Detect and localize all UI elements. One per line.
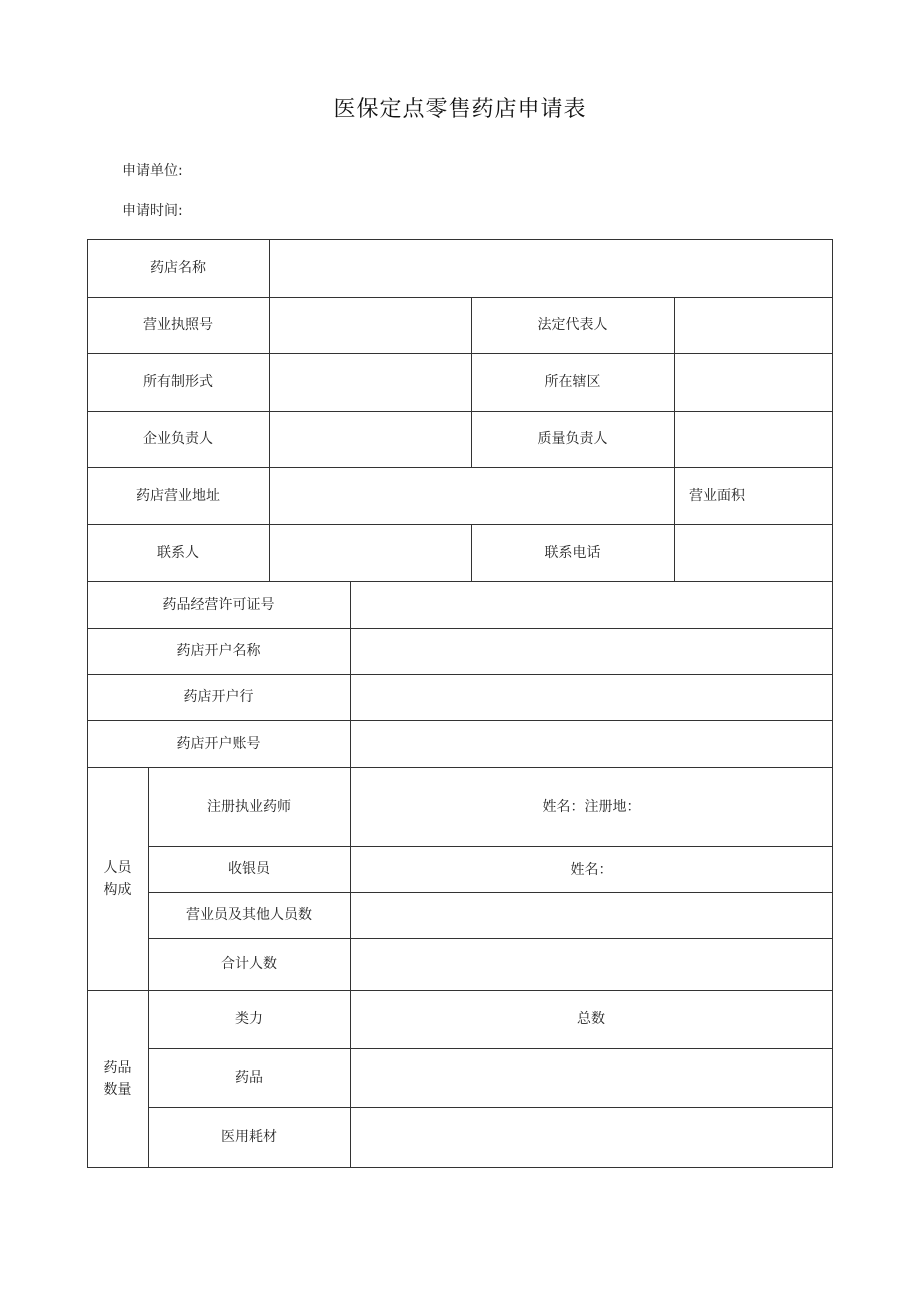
- input-enterprise-head[interactable]: [270, 412, 471, 467]
- input-drug-total[interactable]: [351, 1049, 832, 1107]
- label-total-staff: 合计人数: [221, 956, 277, 972]
- label-drug-quantity: [87, 990, 148, 1167]
- label-cashier: 收银员: [228, 861, 270, 877]
- header-total: 总数: [577, 1011, 605, 1027]
- header-category: 类力: [235, 1011, 263, 1027]
- label-other-staff-count: 营业员及其他人员数: [186, 907, 312, 923]
- label-drug-permit: 药品经营许可证号: [162, 596, 275, 613]
- label-account-name: 药店开户名称: [176, 643, 261, 659]
- label-enterprise-head: 企业负责人: [143, 431, 213, 447]
- label-contact-person: 联系人: [157, 544, 199, 561]
- input-contact-person[interactable]: [270, 525, 471, 581]
- input-cashier-name[interactable]: 姓名：: [570, 861, 613, 878]
- label-medical-consumables: 医用耗材: [221, 1129, 277, 1145]
- form-title: 医保定点零售药店申请表: [333, 97, 587, 122]
- label-contact-phone: 联系电话: [544, 544, 601, 561]
- staff-composition-text: 人员构成: [103, 859, 132, 898]
- input-total-staff[interactable]: [351, 939, 832, 990]
- label-store-address: 药店营业地址: [136, 487, 220, 504]
- label-district: 所在辖区: [544, 374, 601, 390]
- label-bank: 药店开户行: [183, 689, 254, 705]
- application-time-label: 申请时间:: [122, 203, 183, 219]
- input-other-staff-count[interactable]: [351, 893, 832, 938]
- input-ownership-form[interactable]: [270, 354, 471, 411]
- applicant-unit-label: 申请单位:: [122, 163, 183, 179]
- label-business-license: 营业执照号: [143, 317, 213, 333]
- drug-quantity-text: 药品数量: [103, 1059, 132, 1098]
- label-business-area: 营业面积: [689, 487, 745, 504]
- label-store-name: 药店名称: [150, 260, 206, 276]
- input-store-name[interactable]: [270, 240, 832, 297]
- label-staff-composition: [87, 767, 148, 990]
- input-account-name[interactable]: [351, 629, 832, 674]
- input-quality-head[interactable]: [675, 412, 832, 467]
- input-contact-phone[interactable]: [675, 525, 832, 581]
- table-border-right: [832, 239, 833, 1168]
- input-business-license[interactable]: [270, 298, 471, 353]
- label-licensed-pharmacist: 注册执业药师: [207, 798, 291, 815]
- input-account-number[interactable]: [351, 721, 832, 767]
- input-consumables-total[interactable]: [351, 1108, 832, 1167]
- input-pharmacist-info[interactable]: 姓名：注册地：: [542, 799, 641, 815]
- input-store-address[interactable]: [270, 468, 674, 524]
- input-bank[interactable]: [351, 675, 832, 720]
- label-account-number: 药店开户账号: [176, 735, 261, 752]
- label-drugs: 药品: [235, 1069, 263, 1086]
- label-legal-representative: 法定代表人: [537, 317, 608, 333]
- input-district[interactable]: [675, 354, 832, 411]
- label-ownership-form: 所有制形式: [143, 374, 213, 390]
- input-legal-representative[interactable]: [675, 298, 832, 353]
- input-drug-permit[interactable]: [351, 582, 832, 628]
- label-quality-head: 质量负责人: [537, 431, 608, 447]
- table-border-bottom: [87, 1167, 833, 1168]
